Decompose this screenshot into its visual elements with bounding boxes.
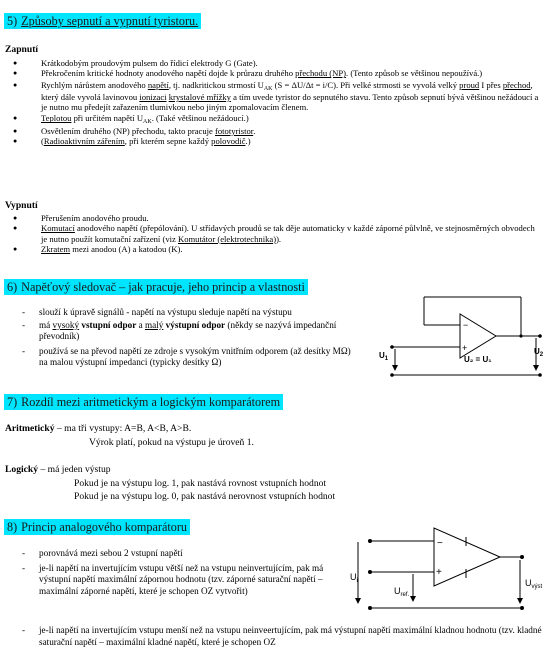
link-polovodic[interactable]: polovodič: [211, 136, 246, 147]
section-8-heading: [4, 519, 190, 535]
link-prechod[interactable]: přechod: [502, 79, 531, 90]
list-item: ● (Radioaktivním zářením, při kterém sepne každý polovodič.): [13, 136, 251, 147]
comparator-plus-label: +: [436, 567, 442, 578]
list-item: ● Zkratem mezi anodou (A) a katodou (K).: [13, 243, 183, 254]
off-title: Vypnutí: [5, 200, 38, 211]
comparator-diagram: [350, 524, 550, 620]
list-item: ● Překročením kritické hodnoty anodového napětí dojde k průrazu druhého přechodu (NP). (Tento způsob se většinou nepoužívá.): [13, 68, 483, 79]
link-teplotou[interactable]: Teplotou: [41, 113, 72, 124]
list-item: - je-li napětí na invertujícím vstupu větší než na vstupu neinvertujícím, pak má výstupní napětí maximální zápornou hodnotu (tzv. záporné saturační napětí – maximální záporné napětí, které je schopen OZ vytvořit): [22, 562, 324, 596]
list-item: ● Rychlým nárůstem anodového napětí, tj. nadkritickou strmostí $U_{AK}$ (S = ΔU/Δt = i/C). Při velké strmosti se vyvolá velký proud I přes přechod, který dále vyvolá lavinovou ionizaci krystalové mřížky a tím uvede tyristor do sepnutého stavu. Tento způsob sepnutí bývá většinou nežádoucí a je nutno mu předejít zařazením tlumivkou nebo jiným zpomalovacím členem.: [13, 79, 539, 113]
section-8-title: Princip analogového komparátoru: [21, 520, 187, 534]
list-item: ● Osvětlením druhého (NP) přechodu, takto pracuje fototyristor.: [13, 125, 256, 136]
comparator-list: [22, 548, 339, 600]
list-item: ● Krátkodobým proudovým pulsem do řídicí elektrody G (Gate).: [13, 58, 258, 68]
list-item: - je-li napětí na invertujícím vstupu menší než na vstupu neinveertujícím, pak má výstupní napětí maximální kladnou hodnotu (tzv. kladné saturační napětí – maximální kladné napětí, které je schopen OZ: [22, 625, 542, 647]
list-item: - používá se na převod napětí ze zdroje s vysokým vnitřním odporem (až desítky MΩ) na malou výstupní impedanci (typicky desítky Ω): [22, 345, 351, 368]
comparator-ui-label: $U_i$: [350, 572, 358, 584]
follower-u1-label: $U_1$: [379, 351, 389, 362]
link-zkratem[interactable]: Zkratem: [41, 243, 71, 254]
arithmetic-line: Aritmetický – ma tři vystupy: A=B, A<B, A>B.: [5, 423, 192, 434]
logic-line-2: Pokud je na výstupu log. 1, pak nastává rovnost vstupních hodnot: [74, 478, 327, 489]
follower-list: [22, 307, 361, 372]
section-6-number: 6): [7, 280, 18, 294]
section-7-title: Rozdíl mezi aritmetickým a logickým komparátorem: [21, 395, 281, 409]
comparator-uref-label: $U_{ref.}$: [394, 586, 410, 598]
follower-equation-label: U₂ = U₁: [464, 355, 492, 364]
section-5-title: Způsoby sepnutí a vypnutí tyristoru.: [21, 14, 199, 28]
link-radioaktivnim-zarenim[interactable]: Radioaktivním zářením: [43, 136, 125, 147]
comparator-minus-label: −: [437, 538, 443, 549]
section-8-number: 8): [7, 520, 18, 534]
list-item: - porovnává mezi sebou 2 vstupní napětí: [22, 548, 183, 558]
follower-plus-label: +: [462, 343, 468, 353]
logic-line-3: Pokud je na výstupu log. 0, pak nastává nerovnost vstupních hodnot: [74, 491, 336, 502]
list-item: - slouží k úpravě signálů - napětí na výstupu sleduje napětí na výstupu: [22, 307, 292, 317]
link-fototyristor[interactable]: fototyristor: [214, 125, 254, 136]
section-5-heading: [4, 13, 201, 29]
follower-minus-label: −: [463, 320, 469, 330]
on-list: [13, 58, 541, 147]
section-6-heading: [4, 279, 308, 295]
on-title: Zapnutí: [5, 44, 39, 55]
section-5-number: 5): [7, 14, 18, 28]
arithmetic-line-2: Výrok platí, pokud na výstupu je úroveň 1.: [89, 437, 254, 448]
list-item: - má vysoký vstupní odpor a malý výstupní odpor (někdy se nazývá impedanční převodník): [22, 319, 337, 342]
list-item: ● Přerušením anodového proudu.: [13, 213, 149, 223]
section-6-title: Napěťový sledovač – jak pracuje, jeho princip a vlastnosti: [21, 280, 305, 294]
follower-u2-label: $U_2$: [534, 347, 544, 358]
link-napeti[interactable]: napětí: [147, 79, 169, 90]
off-list: [13, 213, 541, 254]
link-krystalove-mrizky[interactable]: krystalové mřížky: [168, 91, 231, 102]
link-ionizaci[interactable]: ionizaci: [139, 91, 167, 102]
section-7-number: 7): [7, 395, 18, 409]
list-item: ● Teplotou při určitém napětí $U_{AK}$. (Také většinou nežádoucí.): [13, 113, 249, 126]
link-komutaci[interactable]: Komutací: [41, 223, 75, 234]
list-item: ● Komutací anodového napětí (přepólování). U střídavých proudů se tak děje automaticky v každé záporné půlvlně, ve stejnosměrných obvodech je nutno použít komutační zařízení (viz Komutátor (elektrotechnika)).: [13, 223, 535, 244]
link-proud[interactable]: proud: [459, 79, 480, 90]
link-prechod-np[interactable]: přechodu (NP): [295, 68, 347, 79]
section-7-heading: [4, 394, 283, 410]
voltage-follower-diagram: [376, 287, 548, 385]
comparator-list-2: [22, 625, 549, 651]
link-komutator[interactable]: Komutátor (elektrotechnika): [177, 233, 277, 244]
logic-line: Logický – má jeden výstup: [5, 464, 111, 475]
comparator-uout-label: $U_{výst}$: [525, 578, 543, 590]
